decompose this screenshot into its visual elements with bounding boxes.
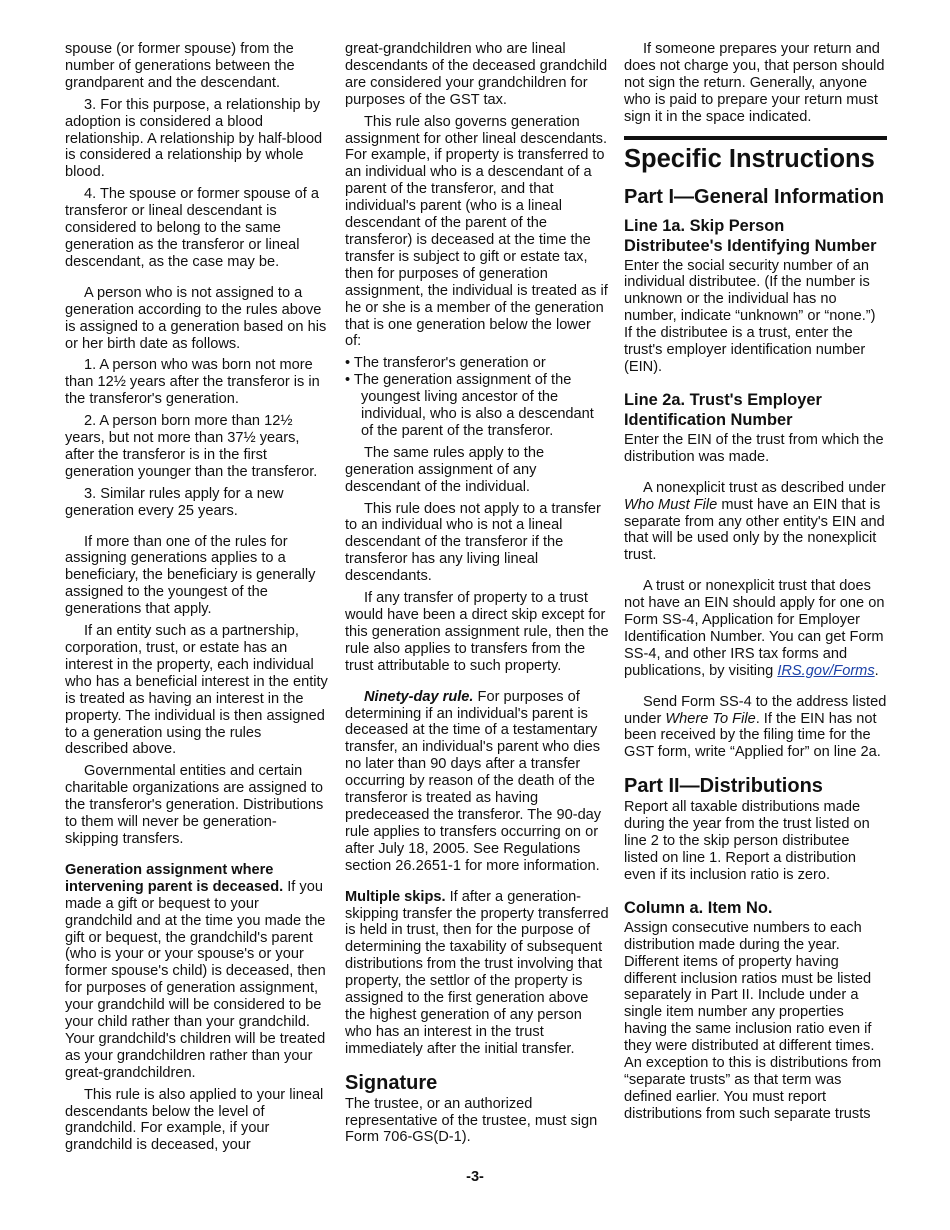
paragraph: The same rules apply to the generation assignment of any descendant of the individual.: [345, 444, 545, 495]
paragraph: If an entity such as a partnership, corporation, trust, or estate has an interest in the property, each individual who has a beneficial interest in the entity is treated as having an interest in the property. The individual is then assigned to a generation using the rules described above.: [65, 623, 328, 758]
paragraph-send-ss4: [624, 694, 887, 762]
run-in-heading: Ninety-day rule.: [364, 688, 474, 705]
paragraph: Governmental entities and certain charitable organizations are assigned to the transferor's generation. Distributions to them will never be generation-skipping transfers.: [65, 763, 324, 847]
paragraph-ninety-day-rule: [345, 689, 609, 875]
paragraph: A person who is not assigned to a generation according to the rules above is assigned to a generation based on his or her birth date as follows.: [65, 284, 327, 352]
paragraph: 4. The spouse or former spouse of a transferor or lineal descendant is considered to belong to the same generation as the transferor or lineal descendant, as the case may be.: [65, 186, 319, 270]
text-run: must have an EIN that is separate from any other entity's EIN and that will be used only by the nonexplicit trust.: [624, 496, 885, 564]
page-number: -3-: [466, 1169, 484, 1185]
paragraph: Assign consecutive numbers to each distribution made during the year. Different items of property having different inclusion ratios must be listed separately in Part II. Include under a single item number any properties having the same inclusion ratio even if they were distributed at different times. An exception to this is distributions from “separate trusts” as that term was defined earlier. You must report distributions from such separate trusts: [624, 919, 882, 1122]
column-1: [65, 41, 328, 1159]
paragraph-multiple-skips: [345, 889, 609, 1058]
column-2: [345, 41, 609, 1151]
paragraph: Report all taxable distributions made during the year from the trust listed on line 2 to the skip person distributee listed on line 1. Report a distribution even if its inclusion ratio is zero.: [624, 799, 870, 883]
paragraph: 3. For this purpose, a relationship by adoption is considered a blood relationship. A relationship by half-blood is considered a relationship by whole blood.: [65, 96, 323, 181]
subheading-line-2a: Line 2a. Trust's Employer Identification Number: [624, 390, 822, 429]
paragraph: The trustee, or an authorized representative of the trustee, must sign Form 706-GS(D-1).: [345, 1095, 598, 1146]
paragraph: If any transfer of property to a trust would have been a direct skip except for this generation assignment rule, then the rule also applies to transfers from the trust attributable to such property.: [345, 590, 609, 674]
paragraph: This rule also governs generation assignment for other lineal descendants. For example, if property is transferred to an individual who is a descendant of a parent of the transferor, and that individual's parent (who is a lineal descendant of the parent of the transferor) is deceased at the time the transfer is subject to gift or estate tax, then for purposes of generation assignment, the individual is treated as if he or she is a member of the generation that is one generation below the lower of:: [345, 113, 608, 350]
paragraph: Enter the EIN of the trust from which the distribution was made.: [624, 431, 884, 465]
paragraph-body: If you made a gift or bequest to your grandchild and at the time you made the gift or bequest, the grandchild's parent (who is your or your spouse's or your former spouse's child) is deceased, then for purposes of generation assignment, your grandchild will be considered to be your child rather than your grandchild. Your grandchild's children will be treated as your grandchildren rather than your great-grandchildren.: [65, 878, 326, 1081]
section-heading-part-1: Part I—General Information: [624, 185, 885, 208]
paragraph: Enter the social security number of an individual distributee. (If the number is unknown or the individual has no number, indicate “unknown” or “none.”) If the distributee is a trust, enter the trust's employer identification number (EIN).: [624, 257, 876, 375]
subheading-column-a: Column a. Item No.: [624, 898, 773, 917]
text-run: .: [874, 662, 879, 679]
paragraph: If more than one of the rules for assigning generations applies to a beneficiary, the beneficiary is generally assigned to the youngest of the generations that apply.: [65, 533, 316, 618]
paragraph: This rule does not apply to a transfer to an individual who is not a lineal descendant of the transferor if the transferor has any living lineal descendants.: [345, 500, 601, 585]
emphasis: Where To File: [665, 710, 756, 727]
paragraph-body: For purposes of determining if an individual's parent is deceased at the time of a testamentary transfer, an individual's parent who dies no later than 90 days after a transfer occurring by reason of the death of the transferor is treated as having predeceased the transferor. The 90-day rule applies to transfers occurring on or after July 18, 2005. See Regulations section 26.2651-1 for more information.: [345, 688, 602, 874]
text-run: Send Form SS-4 to the address listed under: [624, 693, 887, 727]
paragraph: 3. Similar rules apply for a new generation every 25 years.: [65, 485, 284, 519]
irs-forms-link[interactable]: IRS.gov/Forms: [777, 662, 875, 679]
section-heading-part-2: Part II—Distributions: [624, 775, 823, 798]
text-run: A nonexplicit trust as described under: [643, 479, 886, 496]
paragraph-ein-application: [624, 578, 887, 679]
bullet-item: • The generation assignment of the youngest living ancestor of the individual, who is also a descendant of the parent of the transferor.: [345, 372, 594, 439]
paragraph: spouse (or former spouse) from the number of generations between the grandparent and the descendant.: [65, 41, 295, 91]
paragraph: If someone prepares your return and does not charge you, that person should not sign the return. Generally, anyone who is paid to prepare your return must sign it in the space indicated.: [624, 41, 885, 125]
subheading-line-1a: Line 1a. Skip Person Distributee's Identifying Number: [624, 216, 877, 255]
bullet-item: • The transferor's generation or: [345, 355, 546, 372]
run-in-heading: Multiple skips.: [345, 888, 446, 905]
column-3: [624, 41, 887, 1128]
text-run: A trust or nonexplicit trust that does not have an EIN should apply for one on Form SS-4, Application for Employer Identification Number. You can get Form SS-4, and other IRS tax forms and publications, by visiting: [624, 578, 885, 679]
paragraph: This rule is also applied to your lineal descendants below the level of grandchild. For example, if your grandchild is deceased, your: [65, 1086, 324, 1154]
section-rule: [624, 136, 887, 140]
paragraph-nonexplicit-trust: [624, 480, 887, 565]
section-heading-signature: Signature: [345, 1071, 438, 1094]
run-in-heading: Generation assignment where intervening parent is deceased.: [65, 861, 284, 895]
paragraph: 1. A person who was born not more than 12½ years after the transferor is in the transferor's generation.: [65, 357, 320, 408]
section-heading-specific-instructions: Specific Instructions: [624, 144, 875, 173]
paragraph: great-grandchildren who are lineal descendants of the deceased grandchild are considered your grandchildren for purposes of the GST tax.: [345, 41, 608, 108]
emphasis: Who Must File: [624, 496, 718, 513]
text-run: . If the EIN has not been received by the filing time for the GST form, write “Applied for” on line 2a.: [624, 710, 881, 761]
paragraph-generation-assignment: [65, 862, 328, 1082]
paragraph-body: If after a generation-skipping transfer the property transferred is held in trust, then for the purpose of determining the taxability of subsequent distributions from the trust involving that property, the settlor of the property is assigned to the first generation above the highest generation of any person who has an interest in the trust immediately after the initial transfer.: [345, 888, 609, 1057]
paragraph: 2. A person born more than 12½ years, but not more than 37½ years, after the transferor is in the first generation younger than the transferor.: [65, 413, 318, 480]
